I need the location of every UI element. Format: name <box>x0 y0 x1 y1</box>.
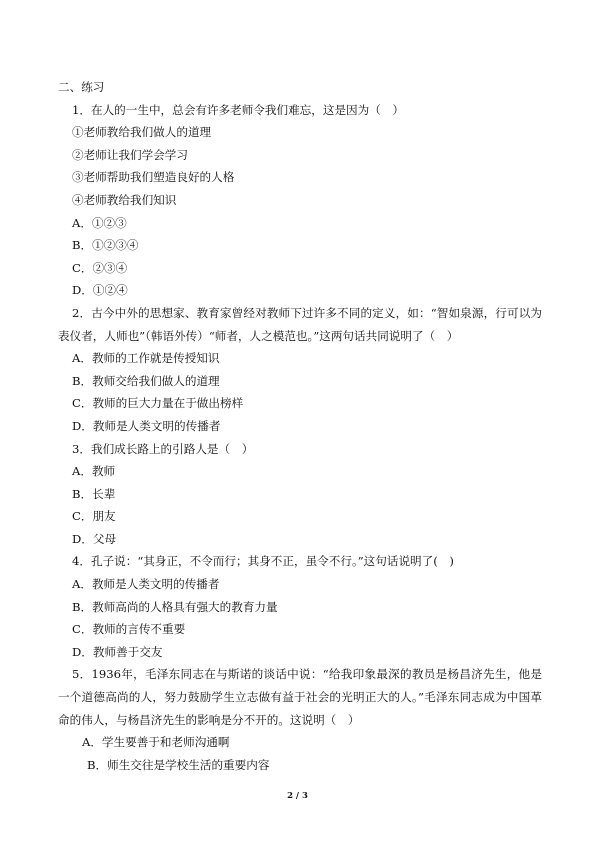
page-number: 2 / 3 <box>287 791 308 801</box>
statement: ②老师让我们学会学习 <box>72 147 188 162</box>
exercise-content <box>58 76 542 776</box>
question-4-stem: 4．孔子说：“其身正，不令而行；其身不正，虽令不行。”这句话说明了( ) <box>72 554 454 569</box>
option-a: A．教师的工作就是传授知识 <box>72 351 220 366</box>
option-c: C．朋友 <box>72 509 116 524</box>
option-b: B．师生交往是学校生活的重要内容 <box>87 757 270 772</box>
option-d: D．教师善于交友 <box>72 644 163 659</box>
option-a: A．教师是人类文明的传播者 <box>72 577 220 592</box>
question-3-stem: 3．我们成长路上的引路人是（ ） <box>72 441 254 456</box>
statement: ④老师教给我们知识 <box>72 192 177 207</box>
option-c: C．教师的巨大力量在于做出榜样 <box>72 396 244 411</box>
section-title: 二、练习 <box>58 80 105 94</box>
option-c: C．教师的言传不重要 <box>72 622 186 637</box>
question-2-stem: 2．古今中外的思想家、教育家曾经对教师下过许多不同的定义，如：“智如泉源，行可以为表仪者，人师也”（韩语外传）“师者，人之模范也。”这两句话共同说明了（ ） <box>58 305 542 343</box>
option-d: D．教师是人类文明的传播者 <box>72 418 221 433</box>
option-d: D．①②④ <box>72 283 128 298</box>
statement: ③老师帮助我们塑造良好的人格 <box>72 170 235 185</box>
question-5-stem: 5．1936年，毛泽东同志在与斯诺的谈话中说：“给我印象最深的教员是杨昌济先生，他是一个道德高尚的人，努力鼓励学生立志做有益于社会的光明正大的人。”毛泽东同志成为中国革命的伟人，与杨昌济先生的影响是分不开的。这说明（ ） <box>58 667 542 727</box>
option-b: B．教师高尚的人格具有强大的教育力量 <box>72 599 278 614</box>
option-a: A．学生要善于和老师沟通啊 <box>82 735 230 750</box>
option-b: B．长辈 <box>72 486 116 501</box>
option-b: B．教师交给我们做人的道理 <box>72 373 220 388</box>
option-d: D．父母 <box>72 531 117 546</box>
option-b: B．①②③④ <box>72 238 139 253</box>
option-a: A．教师 <box>72 464 116 479</box>
option-c: C．②③④ <box>72 260 128 275</box>
question-1-stem: 1．在人的一生中，总会有许多老师令我们难忘，这是因为（ ） <box>72 102 405 117</box>
option-a: A．①②③ <box>72 215 127 230</box>
statement: ①老师教给我们做人的道理 <box>72 125 212 140</box>
